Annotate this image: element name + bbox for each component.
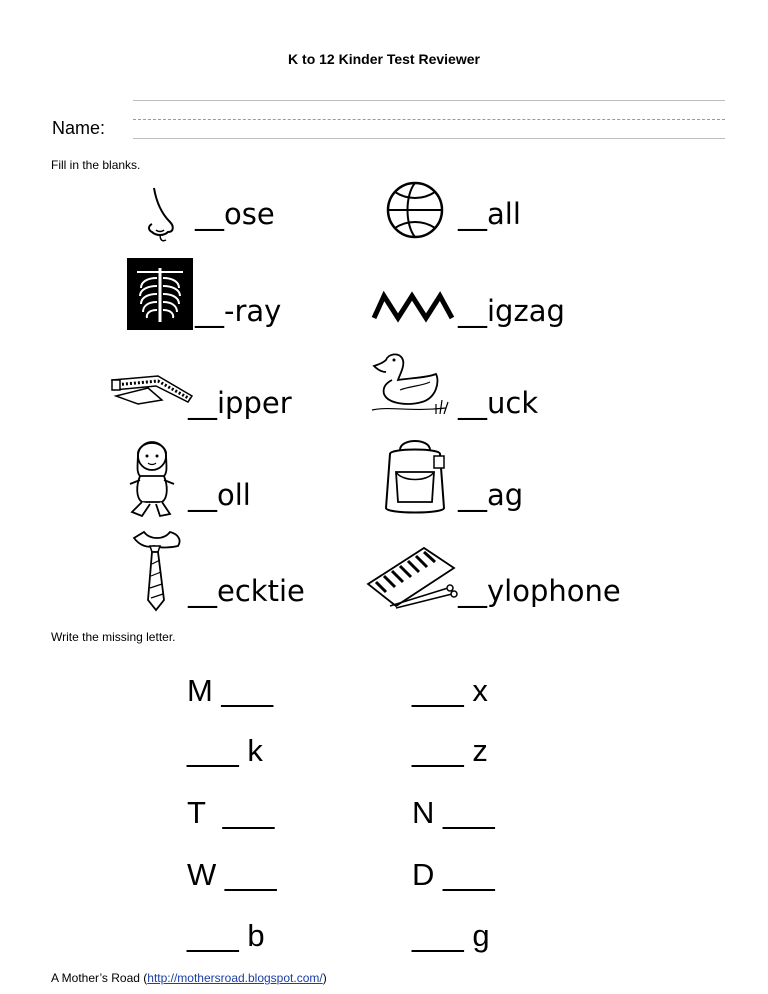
letter-item: T ___: [187, 795, 275, 830]
blank-word: __igzag: [458, 294, 565, 328]
blank-word: __ose: [195, 197, 275, 231]
bag-icon: [382, 436, 450, 516]
letter-item: ___ b: [187, 918, 265, 953]
necktie-icon: [130, 530, 186, 612]
letter-item: ___ g: [412, 918, 490, 953]
duck-icon: [370, 352, 450, 418]
nose-icon: [140, 186, 190, 244]
fill-blanks-instruction: Fill in the blanks.: [51, 158, 141, 172]
letter-item: D ___: [412, 857, 495, 892]
footer-suffix: ): [322, 971, 327, 985]
doll-icon: [122, 436, 184, 518]
ball-icon: [385, 180, 445, 240]
name-guide-mid-line: [133, 119, 725, 120]
blank-word: __ipper: [188, 386, 292, 420]
blank-word: __uck: [458, 386, 539, 420]
name-label: Name:: [52, 118, 106, 138]
zipper-icon: [108, 366, 194, 408]
missing-letter-instruction: Write the missing letter.: [51, 630, 176, 644]
blank-word: __-ray: [195, 294, 282, 328]
footer-link[interactable]: http://mothersroad.blogspot.com/: [147, 971, 323, 985]
blank-word: __ylophone: [458, 574, 621, 608]
zigzag-icon: [372, 292, 456, 322]
name-guide-bottom-line: [133, 138, 725, 139]
blank-word: __ecktie: [188, 574, 305, 608]
blank-word: __ag: [458, 478, 524, 512]
footer-prefix: A Mother’s Road (: [51, 971, 148, 985]
letter-item: ___ x: [412, 673, 488, 708]
letter-item: ___ z: [412, 733, 488, 768]
letter-item: N ___: [412, 795, 495, 830]
name-guide-top-line: [133, 100, 725, 101]
blank-word: __oll: [188, 478, 251, 512]
footer-credit: [51, 971, 327, 985]
letter-item: W ___: [187, 857, 277, 892]
xray-icon: [127, 258, 193, 330]
letter-item: ___ k: [187, 733, 263, 768]
page-title: K to 12 Kinder Test Reviewer: [288, 51, 480, 67]
blank-word: __all: [458, 197, 521, 231]
xylophone-icon: [366, 546, 458, 610]
letter-item: M ___: [187, 673, 274, 708]
